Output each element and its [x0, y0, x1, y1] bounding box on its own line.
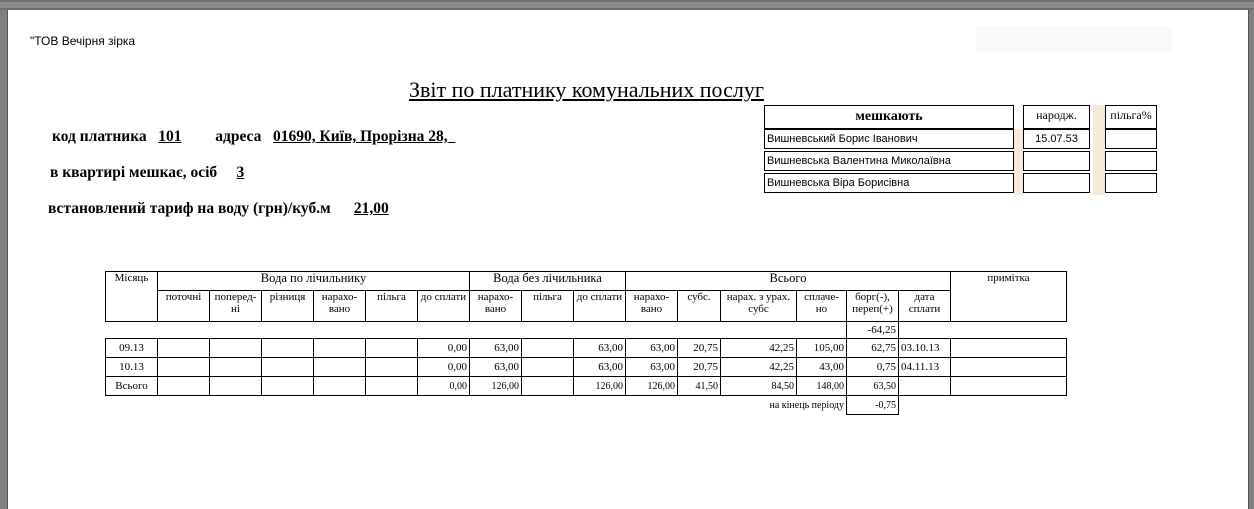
report-page: [7, 10, 1249, 509]
table-cell: 20,75: [678, 358, 721, 377]
month-header: Місяць: [106, 272, 158, 322]
month-cell: 09.13: [106, 339, 158, 358]
table-cell: [210, 358, 262, 377]
table-cell: [366, 358, 418, 377]
table-cell: [314, 377, 366, 396]
window-top-border-inner: [0, 2, 1254, 8]
tariff-line: [48, 200, 389, 218]
table-cell: [366, 377, 418, 396]
resident-name: Вишневська Валентина Миколаївна: [764, 151, 1014, 171]
address-label: адреса: [215, 128, 262, 145]
table-cell: 126,00: [626, 377, 678, 396]
birth-header: народж.: [1023, 105, 1090, 129]
residents-count-value: 3: [236, 164, 245, 181]
table-cell: [522, 377, 574, 396]
table-cell: 126,00: [470, 377, 522, 396]
table-row: [106, 358, 1067, 377]
table-cell: 43,00: [797, 358, 847, 377]
company-name: "ТОВ Вечірня зірка: [30, 34, 136, 48]
sub-header: поперед-ні: [210, 291, 262, 322]
resident-name: Вишневський Борис Іванович: [764, 129, 1014, 149]
table-cell: [158, 358, 210, 377]
sub-header: нарах. з урах. субс: [721, 291, 797, 322]
table-cell: [158, 377, 210, 396]
tariff-label: встановлений тариф на воду (грн)/куб.м: [48, 200, 331, 217]
discount-header: пільга%: [1105, 105, 1157, 129]
window-top-border: [0, 0, 1254, 10]
table-cell: 42,25: [721, 339, 797, 358]
note-cell: [951, 377, 1067, 396]
table-row: [106, 339, 1067, 358]
table-cell: 84,50: [721, 377, 797, 396]
faint-header-area: [976, 26, 1172, 52]
total-row: [106, 377, 1067, 396]
table-cell: [522, 358, 574, 377]
table-cell: [314, 339, 366, 358]
sub-header: поточні: [158, 291, 210, 322]
table-cell: [210, 339, 262, 358]
table-cell: 03.10.13: [899, 339, 951, 358]
table-cell: [522, 339, 574, 358]
sub-header: пільга: [522, 291, 574, 322]
table-cell: 0,00: [418, 377, 470, 396]
table-cell: [210, 377, 262, 396]
table-cell: 20,75: [678, 339, 721, 358]
sub-header: дата сплати: [899, 291, 951, 322]
no-meter-group-header: Вода без лічильника: [470, 272, 626, 291]
report-title: Звіт по платнику комунальних послуг: [409, 77, 764, 102]
table-cell: [899, 377, 951, 396]
note-cell: [951, 339, 1067, 358]
resident-birth: [1023, 151, 1090, 171]
table-cell: 63,00: [574, 339, 626, 358]
table-cell: [262, 358, 314, 377]
note-cell: [951, 358, 1067, 377]
table-cell: 63,00: [574, 358, 626, 377]
month-cell: 10.13: [106, 358, 158, 377]
resident-discount: [1105, 151, 1157, 171]
end-period-label: на кінець періоду: [769, 399, 844, 411]
table-cell: 42,25: [721, 358, 797, 377]
payer-code-value: 101: [158, 128, 182, 145]
residents-count-label: в квартирі мешкає, осіб: [50, 164, 218, 181]
end-period-value: -0,75: [847, 396, 899, 415]
sub-header: нарахо-вано: [314, 291, 366, 322]
table-cell: 63,00: [626, 358, 678, 377]
resident-discount: [1105, 129, 1157, 149]
table-cell: 41,50: [678, 377, 721, 396]
table-cell: 62,75: [847, 339, 899, 358]
sub-header: нарахо-вано: [626, 291, 678, 322]
table-cell: [158, 339, 210, 358]
table-cell: 63,00: [626, 339, 678, 358]
residents-header: мешкають: [764, 105, 1014, 129]
table-cell: 0,00: [418, 339, 470, 358]
residents-count-line: [50, 164, 244, 182]
table-cell: 105,00: [797, 339, 847, 358]
sub-header: нарахо-вано: [470, 291, 522, 322]
total-label: Всього: [106, 377, 158, 396]
table-cell: 0,75: [847, 358, 899, 377]
table-cell: 148,00: [797, 377, 847, 396]
payer-code-label: код платника: [52, 128, 147, 145]
payments-table: [105, 271, 1067, 415]
note-header: примітка: [951, 272, 1067, 322]
residents-gap-2: [1093, 105, 1105, 195]
table-cell: [366, 339, 418, 358]
table-cell: [262, 339, 314, 358]
tariff-value: 21,00: [353, 200, 389, 217]
sub-header: борг(-), переп(+): [847, 291, 899, 322]
opening-balance: -64,25: [847, 322, 899, 339]
table-cell: 0,00: [418, 358, 470, 377]
meter-group-header: Вода по лічильнику: [158, 272, 470, 291]
table-cell: [262, 377, 314, 396]
resident-birth: [1023, 173, 1090, 193]
total-group-header: Всього: [626, 272, 951, 291]
sub-header: різниця: [262, 291, 314, 322]
table-cell: 63,50: [847, 377, 899, 396]
sub-header: пільга: [366, 291, 418, 322]
payer-code-line: [52, 128, 455, 146]
address-value: 01690, Київ, Прорізна 28,: [273, 128, 448, 145]
residents-gap-1: [1014, 129, 1023, 195]
sub-header: до сплати: [418, 291, 470, 322]
resident-name: Вишневська Віра Борисівна: [764, 173, 1014, 193]
resident-birth: 15.07.53: [1023, 129, 1090, 149]
table-cell: [314, 358, 366, 377]
sub-header: субс.: [678, 291, 721, 322]
sub-header: до сплати: [574, 291, 626, 322]
table-cell: 63,00: [470, 339, 522, 358]
table-cell: 63,00: [470, 358, 522, 377]
sub-header: сплаче-но: [797, 291, 847, 322]
table-cell: 126,00: [574, 377, 626, 396]
table-cell: 04.11.13: [899, 358, 951, 377]
resident-discount: [1105, 173, 1157, 193]
